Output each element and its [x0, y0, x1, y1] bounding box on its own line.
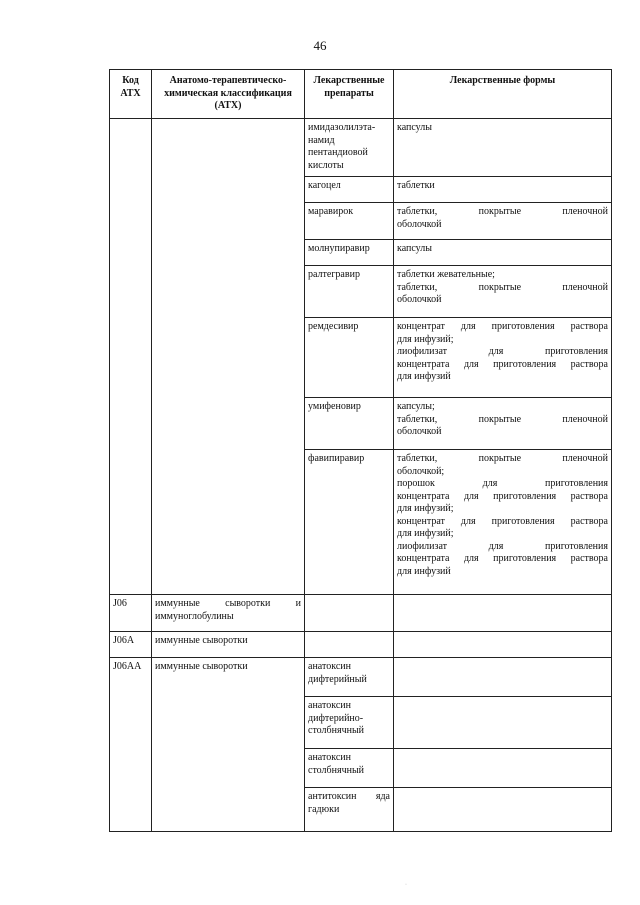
drug-cell: [305, 658, 394, 697]
classification-cell: [152, 632, 305, 658]
forms-cell: [394, 658, 612, 697]
forms-cell: [394, 398, 612, 450]
cell-text-line: таблетки, покрытые пленочной: [397, 413, 608, 425]
cell-text-line: таблетки: [397, 180, 435, 191]
table-body: [110, 119, 612, 832]
cell-text-line: фавипиравир: [308, 453, 365, 464]
cell-text-line: концентрат для приготовления раствора: [397, 515, 608, 527]
forms-cell: [394, 697, 612, 749]
forms-cell: [394, 266, 612, 318]
drug-cell: [305, 240, 394, 266]
cell-text-line: антитоксин яда: [308, 791, 390, 802]
cell-text-line: имидазолилэта-: [308, 122, 376, 133]
cell-text-line: ралтегравир: [308, 269, 360, 280]
cell-text-line: концентрат для приготовления раствора: [397, 321, 608, 332]
classification-cell: иммунные сыворотки: [152, 658, 305, 832]
cell-text-line: анатоксин: [308, 661, 351, 672]
code-cell: J06AA: [110, 658, 152, 832]
cell-text-line: концентрата для приготовления раствора: [397, 553, 608, 564]
cell-text-line: концентрата для приготовления раствора: [397, 490, 608, 502]
header-drugs: Лекарственные препараты: [305, 70, 394, 119]
forms-cell: [394, 177, 612, 203]
cell-text-line: порошок для приготовления: [397, 478, 608, 489]
cell-text-line: для инфузий: [397, 371, 451, 382]
drug-cell: [305, 450, 394, 595]
drug-cell: [305, 788, 394, 832]
cell-text-line: молнупиравир: [308, 243, 370, 254]
table-row: [110, 119, 612, 177]
cell-text-line: таблетки жевательные;: [397, 269, 495, 280]
classification-cell: [152, 119, 305, 595]
cell-text-line: столбнячный: [308, 764, 365, 776]
cell-text-line: оболочкой;: [397, 465, 445, 477]
forms-cell: [394, 119, 612, 177]
cell-text-line: таблетки, покрытые пленочной: [397, 281, 608, 293]
forms-cell: [394, 632, 612, 658]
header-forms: Лекарственные формы: [394, 70, 612, 119]
cell-text-line: кагоцел: [308, 180, 341, 191]
cell-text-line: гадюки: [308, 803, 340, 815]
forms-cell: [394, 450, 612, 595]
cell-text-line: анатоксин: [308, 752, 351, 763]
cell-text-line: концентрата для приготовления раствора: [397, 358, 608, 370]
cell-text-line: для инфузий;: [397, 333, 454, 345]
cell-text-line: капсулы;: [397, 401, 435, 412]
drug-cell: [305, 266, 394, 318]
cell-text-line: иммунные сыворотки и: [155, 598, 301, 609]
cell-text-line: для инфузий: [397, 565, 451, 577]
cell-text-line: оболочкой: [397, 294, 442, 305]
code-cell: J06: [110, 595, 152, 632]
cell-text-line: пентандиовой: [308, 147, 368, 158]
cell-text-line: иммунные сыворотки: [155, 635, 248, 646]
cell-text-line: маравирок: [308, 206, 354, 217]
table-row: [110, 595, 612, 632]
cell-text-line: оболочкой: [397, 426, 442, 437]
cell-text-line: таблетки, покрытые пленочной: [397, 206, 608, 217]
cell-text-line: дифтерийный: [308, 673, 367, 685]
cell-text-line: для инфузий;: [397, 503, 454, 514]
cell-text-line: капсулы: [397, 243, 432, 254]
drug-cell: [305, 632, 394, 658]
forms-cell: [394, 240, 612, 266]
cell-text-line: лиофилизат для приготовления: [397, 540, 608, 552]
drug-cell: [305, 749, 394, 788]
forms-cell: [394, 595, 612, 632]
page-number: 46: [313, 38, 327, 53]
cell-text-line: для инфузий;: [397, 528, 454, 539]
cell-text-line: намид: [308, 134, 335, 146]
forms-cell: [394, 318, 612, 398]
drug-cell: [305, 177, 394, 203]
code-cell: J06A: [110, 632, 152, 658]
drug-cell: [305, 595, 394, 632]
drug-cell: [305, 318, 394, 398]
cell-text-line: таблетки, покрытые пленочной: [397, 453, 608, 464]
scan-mark: ·: [405, 882, 407, 888]
cell-text-line: анатоксин: [308, 700, 351, 711]
forms-cell: [394, 203, 612, 240]
atx-table: [109, 69, 612, 832]
table-row: [110, 658, 612, 697]
drug-cell: [305, 119, 394, 177]
cell-text-line: ремдесивир: [308, 321, 359, 332]
classification-cell: [152, 595, 305, 632]
cell-text-line: лиофилизат для приготовления: [397, 346, 608, 357]
table-header-row: [110, 70, 612, 119]
forms-cell: [394, 788, 612, 832]
cell-text-line: кислоты: [308, 159, 344, 171]
drug-cell: [305, 398, 394, 450]
header-code: Код АТХ: [110, 70, 152, 119]
drug-cell: [305, 203, 394, 240]
cell-text-line: оболочкой: [397, 218, 442, 230]
cell-text-line: умифеновир: [308, 401, 361, 412]
cell-text-line: капсулы: [397, 122, 432, 133]
header-classification: Анатомо-терапевтическо-химическая классификация (АТХ): [152, 70, 305, 119]
code-cell: [110, 119, 152, 595]
cell-text-line: дифтерийно-: [308, 712, 364, 724]
forms-cell: [394, 749, 612, 788]
cell-text-line: столбнячный: [308, 725, 365, 736]
table-row: [110, 632, 612, 658]
cell-text-line: иммуноглобулины: [155, 610, 234, 622]
drug-cell: [305, 697, 394, 749]
